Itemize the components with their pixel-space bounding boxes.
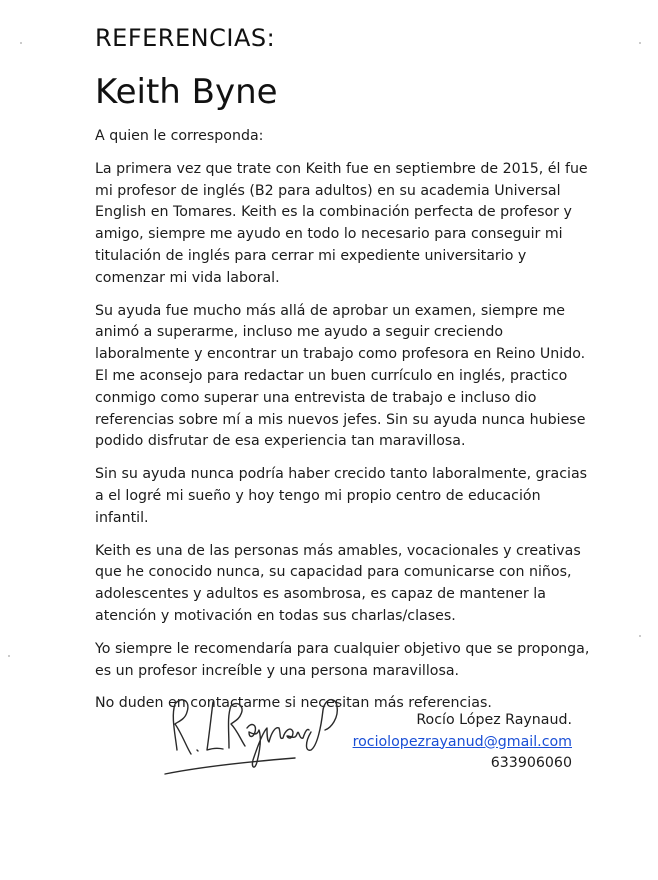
paragraph-1: La primera vez que trate con Keith fue en septiembre de 2015, él fue mi profesor de inglés (B2 para adultos) en su academia Universal English en Tomares. Keith es la combinación perfecta de profesor y amigo, siempre me ayudo en todo lo necesario para conseguir mi titulación de inglés para cerrar mi expediente universitario y comenzar mi vida laboral.: [95, 160, 588, 286]
paragraph-5: Yo siempre le recomendaría para cualquier objetivo que se proponga, es un profesor increíble y una persona maravillosa.: [95, 640, 590, 679]
contact-block: [353, 710, 572, 775]
paragraph-6: No duden en contactarme si necesitan más referencias.: [95, 695, 492, 712]
referee-name: Keith Byne: [95, 72, 278, 112]
paragraph-4: Keith es una de las personas más amables, vocacionales y creativas que he conocido nunca, su capacidad para comunicarse con niños, adolescentes y adultos es asombrosa, es capaz de mantener la atención y motivación en todas sus charlas/clases.: [95, 542, 581, 624]
scan-speck: [20, 42, 22, 44]
contact-name: Rocío López Raynaud.: [416, 712, 572, 728]
letter-body: [95, 126, 595, 726]
handwritten-signature: [155, 688, 350, 778]
contact-phone: 633906060: [490, 755, 572, 771]
letter-heading: REFERENCIAS:: [95, 24, 276, 52]
scan-speck: [639, 42, 641, 44]
paragraph-2: Su ayuda fue mucho más allá de aprobar un examen, siempre me animó a superarme, incluso me ayudo a seguir creciendo laboralmente y encontrar un trabajo como profesora en Reino Unido. El me aconsejo para redactar un buen currículo en inglés, practico conmigo como superar una entrevista de trabajo e incluso dio referencias sobre mí a mis nuevos jefes. Sin su ayuda nunca hubiese podido disfrutar de esa experiencia tan maravillosa.: [95, 302, 586, 450]
greeting: A quien le corresponda:: [95, 128, 264, 144]
paragraph-3: Sin su ayuda nunca podría haber crecido tanto laboralmente, gracias a el logré mi sueño y hoy tengo mi propio centro de educación infantil.: [95, 466, 588, 526]
scan-speck: [639, 635, 641, 637]
contact-email-link[interactable]: rociolopezrayanud@gmail.com: [352, 733, 572, 750]
scan-speck: [8, 655, 10, 657]
